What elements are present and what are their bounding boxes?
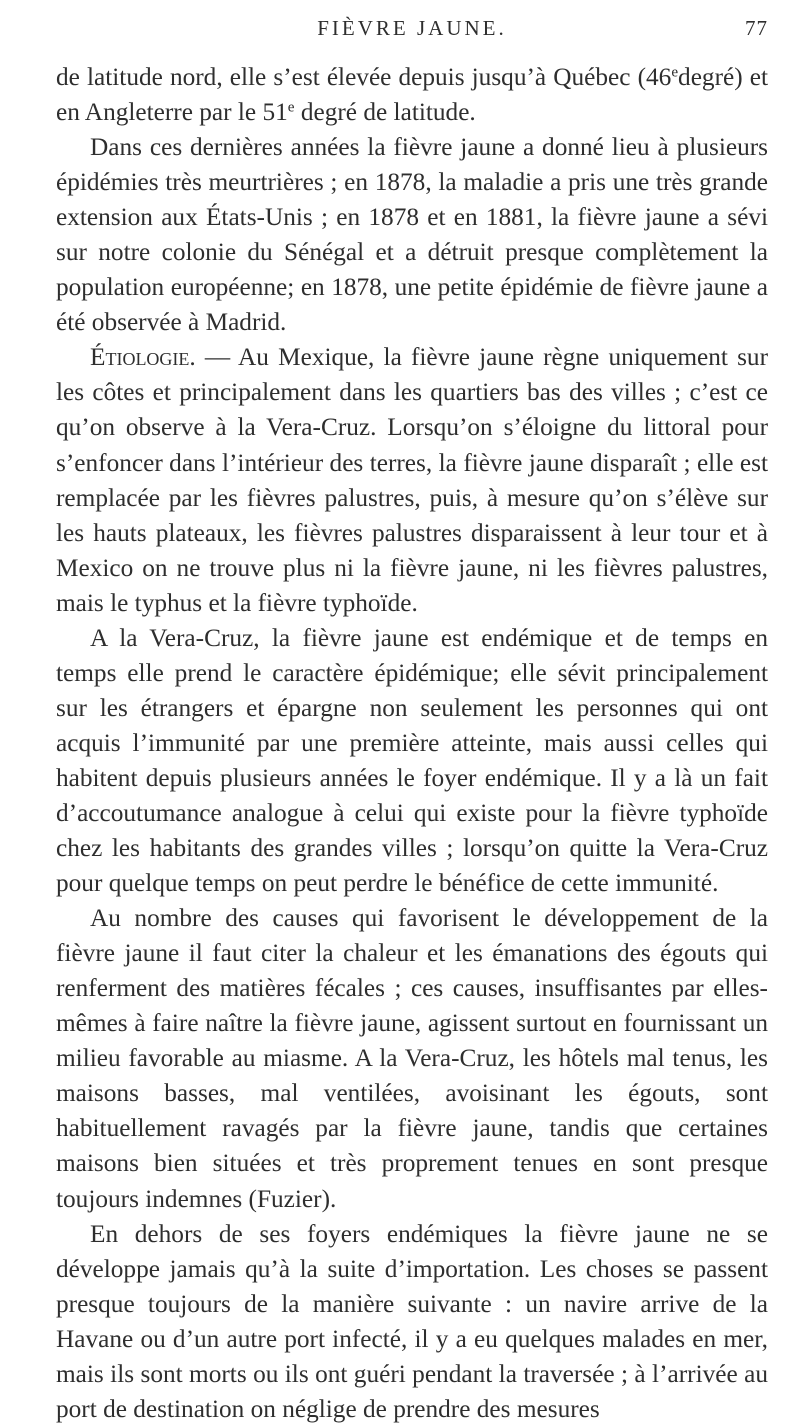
- paragraph-text: de latitude nord, elle s’est élevée depuis jusqu’à Québec (46: [56, 63, 672, 91]
- paragraph-text: degré) et en Angleterre par le 51: [56, 63, 769, 127]
- ordinal-superscript: e: [671, 63, 679, 81]
- paragraph-text: degré de latitude.: [294, 98, 476, 127]
- paragraph-text: — Au Mexique, la fièvre jaune règne uniquement sur les côtes et principalement dans les quartiers bas des villes ; c’est ce qu’on observe à la Vera-Cruz. Lorsqu’on s’éloigne du littoral pour s’enfoncer dans l’intérieur des terres, la fièvre jaune disparaît ; elle est remplacée par les fièvres palustres, puis, à mesure qu’on s’élève sur les hauts plateaux, les fièvres palustres disparaissent à leur tour et à Mexico on ne trouve plus ni la fièvre jaune, ni les fièvres palustres, mais le typhus et la fièvre typhoïde.: [56, 343, 768, 617]
- paragraph-etiologie: [56, 340, 768, 620]
- running-title: FIÈVRE JAUNE.: [317, 16, 507, 40]
- paragraph: A la Vera-Cruz, la fièvre jaune est endémique et de temps en temps elle prend le caractère épidémique; elle sévit principalement sur les étrangers et épargne non seulement les personnes qui ont acquis l’immunité par une première atteinte, mais aussi celles qui habitent depuis plusieurs années le foyer endémique. Il y a là un fait d’accoutumance analogue à celui qui existe pour la fièvre typhoïde chez les habitants des grandes villes ; lorsqu’on quitte la Vera-Cruz pour quelque temps on peut perdre le bénéfice de cette immunité.: [56, 623, 768, 898]
- running-head: [56, 16, 768, 60]
- paragraph-continuation: [56, 60, 768, 130]
- paragraph: En dehors de ses foyers endémiques la fièvre jaune ne se développe jamais qu’à la suite d’importation. Les choses se passent presque toujours de la manière suivante : un navire arrive de la Havane ou d’un autre port infecté, il y a eu quelques malades en mer, mais ils sont morts ou ils ont guéri pendant la traversée ; à l’arrivée au port de destination on néglige de prendre des mesures: [56, 1219, 768, 1423]
- book-page: [56, 16, 769, 1423]
- paragraph: Au nombre des causes qui favorisent le développement de la fièvre jaune il faut citer la chaleur et les émanations des égouts qui renferment des matières fécales ; ces causes, insuffisantes par elles-mêmes à faire naître la fièvre jaune, agissent surtout en fournissant un milieu favorable au miasme. A la Vera-Cruz, les hôtels mal tenus, les maisons basses, mal ventilées, avoisinant les égouts, sont habituellement ravagés par la fièvre jaune, tandis que certaines maisons bien situées et très proprement tenues en sont presque toujours indemnes (Fuzier).: [56, 904, 768, 1213]
- section-heading: Étiologie.: [90, 343, 196, 372]
- body-text: [56, 60, 768, 1427]
- page-number: 77: [745, 16, 768, 40]
- paragraph: Dans ces dernières années la fièvre jaune a donné lieu à plusieurs épidémies très meurtrières ; en 1878, la maladie a pris une très grande extension aux États-Unis ; en 1878 et en 1881, la fièvre jaune a sévi sur notre colonie du Sénégal et a détruit presque complètement la population européenne; en 1878, une petite épidémie de fièvre jaune a été observée à Madrid.: [56, 133, 768, 337]
- ordinal-superscript: e: [287, 98, 295, 116]
